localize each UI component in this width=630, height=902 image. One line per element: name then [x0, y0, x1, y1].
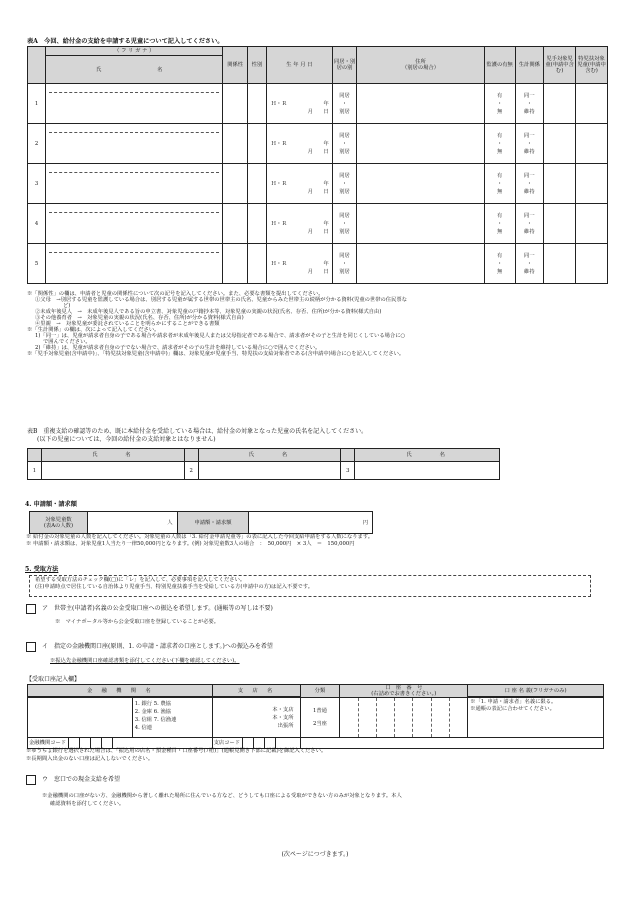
name-header: 氏 名 [46, 56, 223, 84]
address-sub-label: （別居の場合） [401, 65, 440, 71]
digit-box[interactable] [377, 698, 395, 737]
count-label-cell [30, 512, 88, 534]
section4-note: ※ 申請額・請求額は、対象児童1人当たり一律50,000円となります。(例) 対象児童数3人の場合 ： 50,000円 × 3人 ＝ 150,000円 [26, 541, 355, 547]
tokubetsu-field[interactable] [576, 164, 608, 204]
note-line: ③その他養育者 → 対象児童の実親の状況(氏名、存否、住所)が分かる資料(様式自由) [35, 315, 244, 321]
jido-field[interactable] [544, 84, 576, 124]
cohabit-dot: ・ [341, 260, 348, 267]
furigana-header: （ フ リ ガ ナ ） [46, 47, 223, 56]
count-label: 対象児童数 [45, 516, 72, 523]
birth-line [271, 260, 332, 268]
sex-field[interactable] [247, 164, 266, 204]
live-dot: ・ [526, 140, 532, 147]
no-header [28, 47, 46, 84]
custody-options[interactable] [484, 84, 515, 124]
option-u-checkbox[interactable] [26, 775, 36, 785]
tokubetsu-field[interactable] [576, 124, 608, 164]
cohabit-dot: ・ [341, 140, 348, 147]
custody-options[interactable] [484, 124, 515, 164]
branch-code-label: 支店コード [213, 740, 241, 746]
livelihood-header: 生計関係 [515, 47, 544, 84]
note-line: ②未成年後見人 → 未成年後見人である旨の申立書、対象児童の戸籍抄本等、対象児童の実親の状況(氏名、存否、住所)が分かる資料(様式自由) [35, 309, 382, 315]
livelihood-options[interactable] [515, 244, 544, 284]
livelihood-options[interactable] [515, 164, 544, 204]
bank-type-option[interactable]: 4. 信連 [134, 725, 153, 731]
bank-code-field[interactable] [28, 738, 213, 749]
note-line: ※「関係性」の欄は、申請者と児童の関係性について次の記号を記入してください。また、必要な書類を提出してください。 [27, 291, 324, 297]
option-u-note: ※金融機関の口座がない方、金融機関から著しく離れた場所に住んでいる方など、どうしても口座による受取ができない方のみが対象となります。本人 [42, 793, 402, 799]
bank-code-row [29, 738, 212, 748]
child-row [28, 244, 608, 284]
birth-line [271, 220, 332, 228]
section4-note: ※ 給付金の対象児童の人数を記入してください。対象児童の人数は「3. 給付金申請児童等」の表に記入した今回支給申請をする人数になります。 [26, 534, 374, 540]
address-label: 住所 [415, 59, 426, 65]
number-label: 口 座 番 号 [385, 685, 423, 691]
branch-header: 支 店 名 [212, 685, 300, 697]
month-day-label: 月 日 [307, 188, 329, 195]
number-sub-label: (右詰めでお書きください。) [371, 691, 437, 697]
birth-field[interactable] [266, 164, 332, 204]
jido-field[interactable] [544, 124, 576, 164]
custody-dot: ・ [496, 220, 503, 227]
note-line: 1)「同一」は、児童が請求者自身の子である場合や請求者が未成年後見人または父母指定者である場合で、請求者がその子と生計を同じくしている場合に○ [35, 333, 406, 339]
tokubetsu-field[interactable] [576, 244, 608, 284]
sex-field[interactable] [247, 84, 266, 124]
year-label: 年 [323, 260, 329, 267]
bank-type-option[interactable]: 5. 農協 [153, 701, 172, 707]
tokubetsu-field[interactable] [576, 204, 608, 244]
note-line: ④里親 → 対象児童が委託されていることを明らかにすることができる書類 [35, 321, 220, 327]
birth-line [271, 100, 332, 108]
cohabit-option: 同居 [339, 92, 350, 99]
live-option: 維持 [524, 268, 535, 275]
tableB-name-field[interactable] [41, 462, 184, 480]
address-header [357, 47, 484, 84]
note-line: ※「児手対象児童(含申請中)」、「特児扶対象児童(含申請中)」欄は、対象児童が児童手当、特児扶の支給対象者である(含申請中)場合に○を記入してください。 [27, 351, 405, 357]
account-type-options [300, 698, 340, 738]
relation-field[interactable] [223, 84, 247, 124]
count-field[interactable] [87, 512, 177, 534]
birth-field[interactable] [266, 124, 332, 164]
live-dot: ・ [526, 260, 532, 267]
cohabit-header: 同居・別居の別 [332, 47, 356, 84]
note-line: ※「生計関係」の欄は、次によって記入してください。 [27, 327, 160, 333]
name-field[interactable] [46, 173, 222, 203]
row-number: 1 [28, 84, 46, 124]
tableB-title: 表B 重複支給の確認等のため、既に本給付金を受給している場合は、給付金の対象となった児童の氏名を記入してください。 [27, 428, 368, 435]
relation-header: 関係性 [223, 47, 247, 84]
account-type-option[interactable]: 2当座 [312, 720, 327, 727]
era-label: Ｈ・Ｒ [270, 100, 287, 107]
custody-dot: ・ [496, 100, 503, 107]
instruction-box [29, 575, 591, 597]
relation-field[interactable] [223, 204, 247, 244]
custody-options[interactable] [484, 244, 515, 284]
branch-code-row [214, 738, 300, 748]
bank-type-option[interactable]: 7. 信漁連 [153, 717, 177, 723]
code-row-spacer [300, 738, 604, 749]
furigana-field[interactable] [49, 204, 219, 213]
live-dot: ・ [526, 100, 532, 107]
sex-field[interactable] [247, 124, 266, 164]
count-unit: 人 [167, 519, 173, 526]
row-number: 3 [28, 164, 46, 204]
holder-note: ※「1. 申請・請求者」名義に限る。 [470, 699, 557, 705]
sex-field[interactable] [247, 204, 266, 244]
name-cell [46, 84, 223, 124]
live-option: 維持 [524, 108, 535, 115]
bank-type-option[interactable]: 3. 信組 [134, 717, 153, 723]
tableB-no: 2 [184, 462, 198, 480]
row-number: 5 [28, 244, 46, 284]
name-cell [46, 124, 223, 164]
row-number: 2 [28, 124, 46, 164]
bank-type-options [132, 698, 212, 738]
month-day-label: 月 日 [307, 108, 329, 115]
bank-note: ※ゆうちょ銀行を選択された場合は、「振込用の店名・預金種目・口座番号(7桁)」(通帳見開き下部に記載)を御記入ください。 [26, 748, 327, 754]
bank-type-row [135, 724, 210, 732]
furigana-field[interactable] [49, 124, 219, 133]
bank-type-option[interactable]: 2. 金庫 [134, 709, 153, 715]
month-day-label: 月 日 [307, 268, 329, 275]
account-type-option[interactable]: 1普通 [312, 707, 327, 714]
tableB [27, 448, 500, 480]
account-number-field[interactable] [340, 698, 468, 738]
child-row [28, 164, 608, 204]
option-u-note: 確認資料を添付してください。 [50, 801, 125, 807]
birth-field[interactable] [266, 244, 332, 284]
code-digit[interactable] [264, 738, 276, 748]
custody-option: 無 [496, 108, 503, 115]
amount-field[interactable] [249, 512, 373, 534]
address-field[interactable] [357, 124, 484, 164]
era-label: Ｈ・Ｒ [270, 220, 287, 227]
branch-code-field[interactable] [212, 738, 300, 749]
birth-line [271, 140, 332, 148]
holder-header: 口 座 名 義(フリガナのみ) [468, 685, 604, 697]
branch-option[interactable]: 本・支店 [272, 706, 294, 713]
bank-type-row [135, 708, 210, 716]
custody-option: 有 [496, 132, 503, 139]
option-a-checkbox[interactable] [26, 604, 36, 614]
cohabit-option: 別居 [339, 228, 350, 235]
tableA [27, 46, 608, 284]
child-row [28, 204, 608, 244]
custody-option: 有 [496, 172, 503, 179]
cohabit-option: 別居 [339, 108, 350, 115]
cohabit-dot: ・ [341, 180, 348, 187]
tokubetsu-header: 特児扶対象児童(申請中含む) [576, 47, 608, 84]
name-field[interactable] [46, 133, 222, 163]
amount-label: 申請額・請求額 [177, 512, 249, 534]
bank-type-option[interactable]: 1. 銀行 [134, 701, 153, 707]
relation-field[interactable] [223, 124, 247, 164]
code-digit[interactable] [79, 738, 90, 748]
cohabit-dot: ・ [341, 100, 348, 107]
branch-option[interactable]: 出張所 [277, 722, 294, 729]
cohabit-options[interactable] [332, 164, 356, 204]
tableB-no: 1 [28, 462, 42, 480]
cohabit-options[interactable] [332, 124, 356, 164]
month-day-label: 月 日 [307, 228, 329, 235]
address-field[interactable] [357, 244, 484, 284]
custody-options[interactable] [484, 164, 515, 204]
cohabit-option: 別居 [339, 188, 350, 195]
type-header: 分類 [300, 685, 340, 698]
tableB-name-field[interactable] [355, 462, 500, 480]
name-cell [46, 204, 223, 244]
bank-type-row [135, 700, 210, 708]
instruction-line: (注)申請時点で居住している自治体より児童手当、特別児童扶養手当を受給している方(申請中の方)は記入不要です。 [35, 584, 313, 590]
custody-option: 無 [496, 148, 503, 155]
cohabit-options[interactable] [332, 204, 356, 244]
custody-dot: ・ [496, 260, 503, 267]
custody-option: 有 [496, 212, 503, 219]
year-label: 年 [323, 100, 329, 107]
branch-options [212, 698, 300, 738]
note-line: ①父母 →別居する児童を監護している場合は、別居する児童が属する世帯の世帯主の氏名、児童からみた世帯主の続柄が分かる資料(児童の世帯の住民票な [35, 297, 407, 303]
livelihood-options[interactable] [515, 84, 544, 124]
bank-box-title: 【受取口座記入欄】 [26, 676, 81, 683]
bank-name-field[interactable] [28, 698, 133, 738]
tokubetsu-field[interactable] [576, 84, 608, 124]
jido-field[interactable] [544, 244, 576, 284]
live-dot: ・ [526, 220, 532, 227]
branch-option[interactable]: 本・支所 [272, 714, 294, 721]
tableB-no-header [341, 449, 355, 462]
option-a-label: ア 世帯主(申請者)名義の公金受取口座への振込を希望します。(通帳等の写しは不要) [42, 605, 273, 612]
option-a-note: ※ マイナポータル等から公金受取口座を登録していることが必要。 [55, 619, 220, 625]
digit-box[interactable] [340, 698, 358, 737]
livelihood-options[interactable] [515, 204, 544, 244]
row-number: 4 [28, 204, 46, 244]
address-field[interactable] [357, 164, 484, 204]
option-i-checkbox[interactable] [26, 642, 36, 652]
digit-box[interactable] [413, 698, 431, 737]
jido-field[interactable] [544, 164, 576, 204]
cohabit-option: 別居 [339, 148, 350, 155]
name-field[interactable] [46, 253, 222, 283]
cohabit-option: 別居 [339, 268, 350, 275]
tableB-name-header: 氏 名 [198, 449, 341, 462]
furigana-field[interactable] [49, 164, 219, 173]
address-field[interactable] [357, 204, 484, 244]
birth-line [271, 180, 332, 188]
address-field[interactable] [357, 84, 484, 124]
footer-continued: (次ページにつづきます。) [281, 851, 349, 858]
livelihood-options[interactable] [515, 124, 544, 164]
era-label: Ｈ・Ｒ [270, 180, 287, 187]
section4-title: 4. 申請額・請求額 [25, 501, 77, 508]
sex-header: 性別 [247, 47, 266, 84]
tableB-no-header [184, 449, 198, 462]
name-field[interactable] [46, 213, 222, 243]
holder-note: ※通帳の表記に合わせてください。 [470, 706, 555, 712]
digit-box[interactable] [359, 698, 377, 737]
code-digit[interactable] [242, 738, 253, 748]
bank-name-header: 金 融 機 関 名 [28, 685, 213, 697]
custody-option: 無 [496, 188, 503, 195]
digit-box[interactable] [450, 698, 467, 737]
account-digits [340, 698, 467, 737]
custody-option: 無 [496, 228, 503, 235]
custody-dot: ・ [496, 140, 503, 147]
bank-type-option[interactable]: 6. 漁協 [153, 709, 172, 715]
tableB-name-header: 氏 名 [355, 449, 500, 462]
code-digit[interactable] [253, 738, 264, 748]
live-option: 同一 [524, 212, 535, 219]
code-digit[interactable] [68, 738, 79, 748]
live-option: 維持 [524, 228, 535, 235]
tableA-title: 表A 今回、給付金の支給を申請する児童について記入してください。 [27, 38, 224, 45]
jido-field[interactable] [544, 204, 576, 244]
note-line: で囲んでください。 [43, 339, 91, 345]
birth-field[interactable] [266, 204, 332, 244]
name-cell [46, 244, 223, 284]
cohabit-option: 同居 [339, 172, 350, 179]
custody-dot: ・ [496, 180, 503, 187]
name-field[interactable] [46, 93, 222, 123]
custody-option: 有 [496, 252, 503, 259]
digit-box[interactable] [395, 698, 413, 737]
note-line: 2)「維持」は、児童が請求者自身の子でない場合で、請求者がその子の生計を維持している場合に○で囲んでください。 [35, 345, 321, 351]
tableB-no-header [28, 449, 42, 462]
count-sub-label: (表Aの人数) [43, 522, 74, 529]
name-cell [46, 164, 223, 204]
live-option: 同一 [524, 252, 535, 259]
live-option: 同一 [524, 132, 535, 139]
instruction-line: 希望する受取方法のチェック欄(□)に「レ」を記入して、必要事項を記入してください。 [35, 577, 246, 583]
birth-header: 生 年 月 日 [266, 47, 332, 84]
amount-unit: 円 [362, 519, 368, 526]
live-option: 維持 [524, 188, 535, 195]
live-dot: ・ [526, 180, 532, 187]
month-day-label: 月 日 [307, 148, 329, 155]
birth-field[interactable] [266, 84, 332, 124]
bank-note: ※長期間入出金のない口座は記入しないでください。 [26, 756, 154, 762]
custody-option: 無 [496, 268, 503, 275]
cohabit-option: 同居 [339, 132, 350, 139]
number-header [340, 685, 468, 698]
custody-options[interactable] [484, 204, 515, 244]
option-u-label: ウ 窓口での現金支給を希望 [42, 776, 121, 783]
child-row [28, 84, 608, 124]
option-i-label: イ 指定の金融機関口座(原則、1. の申請・請求者の口座とします。)への振込みを希望 [42, 643, 273, 650]
live-option: 同一 [524, 92, 535, 99]
live-option: 同一 [524, 172, 535, 179]
note-line: ど) [63, 303, 71, 309]
code-digit[interactable] [90, 738, 101, 748]
cohabit-options[interactable] [332, 84, 356, 124]
tableB-no: 3 [341, 462, 355, 480]
digit-box[interactable] [432, 698, 450, 737]
cohabit-options[interactable] [332, 244, 356, 284]
custody-option: 有 [496, 92, 503, 99]
section5-title: 5. 受取方法 [25, 566, 59, 573]
cohabit-dot: ・ [341, 220, 348, 227]
bank-table [27, 684, 604, 749]
cohabit-option: 同居 [339, 252, 350, 259]
tableA-notes [27, 291, 617, 357]
relation-field[interactable] [223, 244, 247, 284]
tableB-name-field[interactable] [198, 462, 341, 480]
custody-header: 監護の有無 [484, 47, 515, 84]
bank-code-label: 金融機関コード [29, 740, 67, 746]
holder-field[interactable] [468, 698, 604, 738]
bank-type-row [135, 716, 210, 724]
relation-field[interactable] [223, 164, 247, 204]
code-digit[interactable] [101, 738, 113, 748]
option-i-note: ※振込先金融機関口座確認書類を添付してください(下欄を確認してください)。 [50, 658, 240, 664]
tableB-subtitle: (以下の児童については、今回の給付金の支給対象とはなりません) [37, 436, 216, 443]
furigana-field[interactable] [49, 84, 219, 93]
child-row [28, 124, 608, 164]
furigana-field[interactable] [49, 244, 219, 253]
jido-header: 児手対象児童(申請中含む) [544, 47, 576, 84]
year-label: 年 [323, 140, 329, 147]
tableB-name-header: 氏 名 [41, 449, 184, 462]
year-label: 年 [323, 180, 329, 187]
year-label: 年 [323, 220, 329, 227]
sex-field[interactable] [247, 244, 266, 284]
live-option: 維持 [524, 148, 535, 155]
era-label: Ｈ・Ｒ [270, 260, 287, 267]
amount-table [29, 511, 373, 534]
cohabit-option: 同居 [339, 212, 350, 219]
era-label: Ｈ・Ｒ [270, 140, 287, 147]
